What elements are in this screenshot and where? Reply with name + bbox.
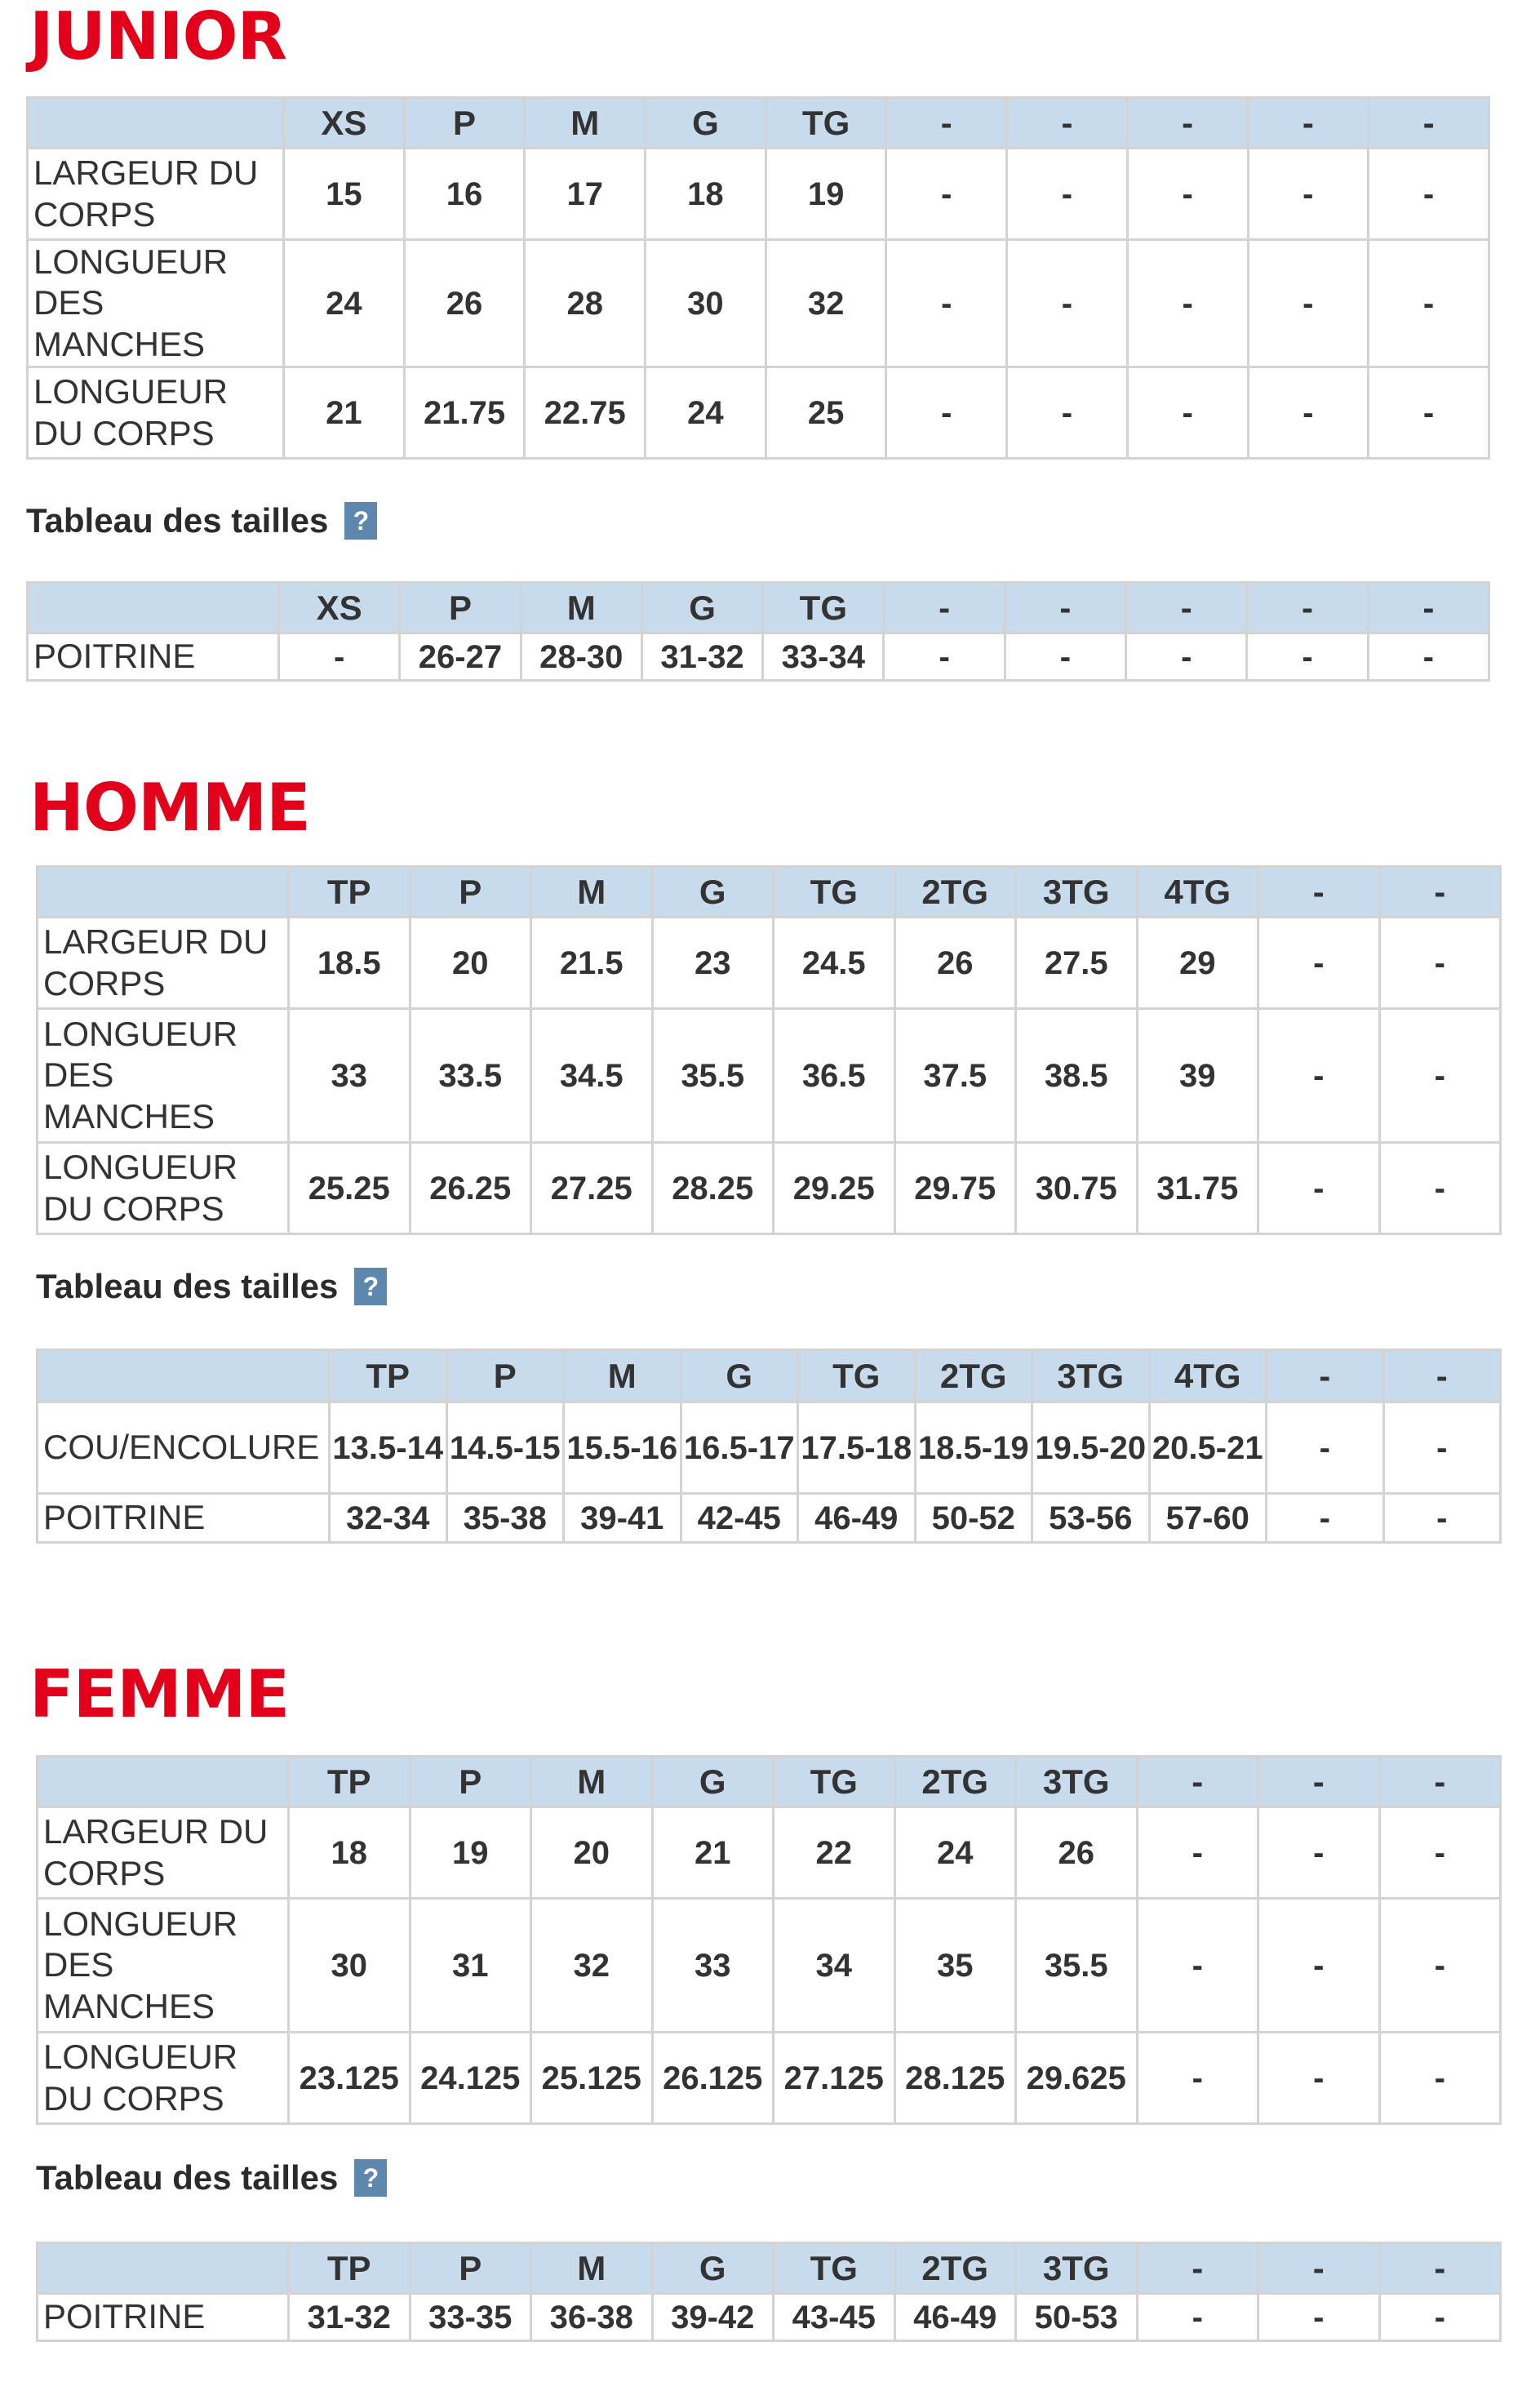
table-cell: - bbox=[1379, 918, 1501, 1009]
size-header: - bbox=[1258, 867, 1380, 918]
size-header: 4TG bbox=[1149, 1350, 1267, 1402]
table-cell: 24.5 bbox=[774, 918, 895, 1009]
table-cell: 19.5-20 bbox=[1032, 1402, 1150, 1494]
size-header: - bbox=[1127, 98, 1248, 149]
table-cell: 21.75 bbox=[404, 367, 525, 459]
table-cell: - bbox=[1258, 2033, 1380, 2124]
size-header: P bbox=[410, 867, 531, 918]
table-cell: 24 bbox=[646, 367, 766, 459]
size-header: M bbox=[531, 1757, 653, 1807]
table-row bbox=[28, 240, 1489, 367]
size-header: - bbox=[886, 98, 1007, 149]
size-header: G bbox=[641, 583, 762, 633]
table-row bbox=[38, 1899, 1501, 2033]
size-table-homme bbox=[36, 1349, 1502, 1544]
table-cell: 21.5 bbox=[531, 918, 653, 1009]
table-cell: 26.125 bbox=[652, 2033, 774, 2124]
size-header: - bbox=[1137, 1757, 1258, 1807]
section-title-femme: FEMME bbox=[29, 1656, 290, 1732]
table-cell: 17 bbox=[525, 149, 646, 240]
section-title-homme: HOMME bbox=[29, 770, 310, 846]
size-header: G bbox=[646, 98, 766, 149]
row-label: COU/ENCOLURE bbox=[38, 1402, 330, 1494]
table-cell: 31.75 bbox=[1137, 1143, 1258, 1234]
table-cell: 20 bbox=[531, 1807, 653, 1899]
row-label: LARGEUR DU CORPS bbox=[38, 918, 289, 1009]
size-header: M bbox=[525, 98, 646, 149]
table-cell: 43-45 bbox=[774, 2294, 895, 2341]
table-row bbox=[28, 149, 1489, 240]
table-row bbox=[38, 2294, 1501, 2341]
row-label: POITRINE bbox=[28, 633, 279, 681]
table-cell: 33-34 bbox=[763, 633, 884, 681]
size-header: - bbox=[1248, 98, 1369, 149]
table-cell: 16.5-17 bbox=[681, 1402, 798, 1494]
size-header: 2TG bbox=[915, 1350, 1032, 1402]
size-header: 3TG bbox=[1032, 1350, 1150, 1402]
size-header: P bbox=[404, 98, 525, 149]
table-cell: - bbox=[1137, 1807, 1258, 1899]
table-cell: - bbox=[1379, 1143, 1501, 1234]
header-corner bbox=[28, 98, 284, 149]
table-cell: 27.5 bbox=[1016, 918, 1138, 1009]
size-header: - bbox=[1137, 2243, 1258, 2294]
table-cell: 19 bbox=[766, 149, 886, 240]
table-row bbox=[38, 1143, 1501, 1234]
size-header: G bbox=[681, 1350, 798, 1402]
size-header: G bbox=[652, 867, 774, 918]
size-header: 2TG bbox=[894, 1757, 1016, 1807]
row-label: POITRINE bbox=[38, 1494, 330, 1543]
table-cell: - bbox=[1248, 367, 1369, 459]
table-cell: 15 bbox=[284, 149, 405, 240]
table-cell: 28-30 bbox=[521, 633, 641, 681]
size-header: XS bbox=[284, 98, 405, 149]
size-header: TG bbox=[763, 583, 884, 633]
table-cell: 39-42 bbox=[652, 2294, 774, 2341]
size-header: - bbox=[1258, 2243, 1380, 2294]
row-label: LONGUEUR DES MANCHES bbox=[38, 1009, 289, 1143]
header-corner bbox=[38, 867, 289, 918]
size-chart-label: Tableau des tailles bbox=[36, 2158, 339, 2197]
table-row bbox=[38, 1009, 1501, 1143]
table-cell: 37.5 bbox=[894, 1009, 1016, 1143]
header-corner bbox=[38, 2243, 289, 2294]
table-cell: - bbox=[1369, 367, 1489, 459]
table-cell: - bbox=[1137, 1899, 1258, 2033]
size-chart-heading-femme bbox=[36, 2158, 387, 2198]
size-header: 3TG bbox=[1016, 867, 1138, 918]
table-cell: 34.5 bbox=[531, 1009, 653, 1143]
table-cell: - bbox=[1383, 1494, 1501, 1543]
size-header: TG bbox=[774, 2243, 895, 2294]
table-cell: - bbox=[886, 367, 1007, 459]
table-cell: 31-32 bbox=[289, 2294, 411, 2341]
size-header: G bbox=[652, 1757, 774, 1807]
table-cell: - bbox=[884, 633, 1005, 681]
table-cell: 29.25 bbox=[774, 1143, 895, 1234]
table-cell: - bbox=[1368, 633, 1489, 681]
size-header: M bbox=[531, 867, 653, 918]
table-cell: 17.5-18 bbox=[798, 1402, 916, 1494]
table-cell: - bbox=[1379, 1009, 1501, 1143]
size-header: - bbox=[1379, 2243, 1501, 2294]
size-header: - bbox=[1369, 98, 1489, 149]
table-cell: 29 bbox=[1137, 918, 1258, 1009]
size-header: M bbox=[564, 1350, 681, 1402]
table-cell: 26 bbox=[894, 918, 1016, 1009]
table-cell: 34 bbox=[774, 1899, 895, 2033]
table-row bbox=[38, 1807, 1501, 1899]
table-cell: 35.5 bbox=[652, 1009, 774, 1143]
table-cell: 28.25 bbox=[652, 1143, 774, 1234]
size-header: P bbox=[400, 583, 521, 633]
size-chart-heading-homme bbox=[36, 1267, 387, 1306]
table-cell: 18 bbox=[289, 1807, 411, 1899]
measurements-table-femme bbox=[36, 1755, 1502, 2125]
table-cell: - bbox=[1137, 2294, 1258, 2341]
table-cell: 32 bbox=[531, 1899, 653, 2033]
table-cell: - bbox=[1247, 633, 1368, 681]
table-row bbox=[38, 2033, 1501, 2124]
table-cell: - bbox=[1248, 149, 1369, 240]
row-label: LONGUEUR DES MANCHES bbox=[38, 1899, 289, 2033]
table-cell: - bbox=[1126, 633, 1247, 681]
table-cell: 57-60 bbox=[1149, 1494, 1267, 1543]
table-cell: 29.625 bbox=[1016, 2033, 1138, 2124]
table-cell: 30 bbox=[289, 1899, 411, 2033]
size-header: - bbox=[1379, 867, 1501, 918]
table-cell: 33 bbox=[289, 1009, 411, 1143]
table-cell: - bbox=[1007, 149, 1128, 240]
size-header: P bbox=[410, 1757, 531, 1807]
table-cell: 26 bbox=[404, 240, 525, 367]
table-cell: 39 bbox=[1137, 1009, 1258, 1143]
table-cell: 53-56 bbox=[1032, 1494, 1150, 1543]
table-cell: 13.5-14 bbox=[330, 1402, 447, 1494]
table-cell: 50-52 bbox=[915, 1494, 1032, 1543]
size-header: TG bbox=[798, 1350, 916, 1402]
table-cell: 16 bbox=[404, 149, 525, 240]
table-cell: 33.5 bbox=[410, 1009, 531, 1143]
table-cell: - bbox=[1258, 1899, 1380, 2033]
table-cell: - bbox=[1379, 1807, 1501, 1899]
table-cell: 28.125 bbox=[894, 2033, 1016, 2124]
table-cell: - bbox=[1379, 1899, 1501, 2033]
question-mark-icon[interactable]: ? bbox=[344, 502, 377, 540]
table-cell: 26-27 bbox=[400, 633, 521, 681]
size-header: TG bbox=[766, 98, 886, 149]
size-table-femme bbox=[36, 2242, 1502, 2342]
row-label: LONGUEUR DES MANCHES bbox=[28, 240, 284, 367]
size-header: P bbox=[410, 2243, 531, 2294]
table-cell: - bbox=[1383, 1402, 1501, 1494]
size-table-junior bbox=[26, 581, 1490, 682]
table-cell: 14.5-15 bbox=[446, 1402, 564, 1494]
table-cell: 18 bbox=[646, 149, 766, 240]
table-cell: - bbox=[1379, 2294, 1501, 2341]
table-cell: 31-32 bbox=[641, 633, 762, 681]
table-cell: 27.25 bbox=[531, 1143, 653, 1234]
table-row bbox=[38, 918, 1501, 1009]
table-cell: 27.125 bbox=[774, 2033, 895, 2124]
question-mark-icon[interactable]: ? bbox=[354, 1268, 387, 1305]
size-header: - bbox=[1383, 1350, 1501, 1402]
size-header: - bbox=[1267, 1350, 1384, 1402]
size-header: - bbox=[884, 583, 1005, 633]
table-cell: - bbox=[1258, 1807, 1380, 1899]
size-header: G bbox=[652, 2243, 774, 2294]
table-cell: 35 bbox=[894, 1899, 1016, 2033]
table-cell: - bbox=[1267, 1402, 1384, 1494]
size-header: TP bbox=[289, 2243, 411, 2294]
measurements-table-junior bbox=[26, 96, 1490, 460]
table-cell: 21 bbox=[284, 367, 405, 459]
table-cell: 46-49 bbox=[894, 2294, 1016, 2341]
size-header: P bbox=[446, 1350, 564, 1402]
row-label: LARGEUR DU CORPS bbox=[28, 149, 284, 240]
table-cell: 36-38 bbox=[531, 2294, 653, 2341]
section-title-junior: JUNIOR bbox=[29, 0, 287, 74]
question-mark-icon[interactable]: ? bbox=[354, 2159, 387, 2197]
table-cell: 35-38 bbox=[446, 1494, 564, 1543]
table-cell: 26 bbox=[1016, 1807, 1138, 1899]
table-cell: 32 bbox=[766, 240, 886, 367]
row-label: POITRINE bbox=[38, 2294, 289, 2341]
table-row bbox=[38, 1494, 1501, 1543]
table-cell: 36.5 bbox=[774, 1009, 895, 1143]
table-cell: 24 bbox=[894, 1807, 1016, 1899]
table-cell: 25 bbox=[766, 367, 886, 459]
table-cell: - bbox=[1267, 1494, 1384, 1543]
table-cell: - bbox=[279, 633, 400, 681]
table-row bbox=[28, 633, 1489, 681]
size-header: - bbox=[1005, 583, 1125, 633]
size-header: TP bbox=[330, 1350, 447, 1402]
table-cell: 28 bbox=[525, 240, 646, 367]
table-cell: 23.125 bbox=[289, 2033, 411, 2124]
table-cell: 35.5 bbox=[1016, 1899, 1138, 2033]
size-header: XS bbox=[279, 583, 400, 633]
header-corner bbox=[38, 1350, 330, 1402]
size-header: TP bbox=[289, 1757, 411, 1807]
table-cell: - bbox=[1258, 918, 1380, 1009]
header-corner bbox=[38, 1757, 289, 1807]
row-label: LONGUEUR DU CORPS bbox=[38, 1143, 289, 1234]
table-cell: 33-35 bbox=[410, 2294, 531, 2341]
size-header: - bbox=[1007, 98, 1128, 149]
size-header: 3TG bbox=[1016, 1757, 1138, 1807]
size-header: - bbox=[1247, 583, 1368, 633]
table-cell: - bbox=[1005, 633, 1125, 681]
table-row bbox=[28, 367, 1489, 459]
table-cell: 30 bbox=[646, 240, 766, 367]
table-row bbox=[38, 1402, 1501, 1494]
table-cell: - bbox=[1379, 2033, 1501, 2124]
table-cell: - bbox=[886, 149, 1007, 240]
table-cell: 31 bbox=[410, 1899, 531, 2033]
table-cell: - bbox=[1127, 240, 1248, 367]
size-header: TG bbox=[774, 1757, 895, 1807]
row-label: LONGUEUR DU CORPS bbox=[28, 367, 284, 459]
table-cell: - bbox=[1258, 1009, 1380, 1143]
table-cell: 18.5 bbox=[289, 918, 411, 1009]
table-cell: 29.75 bbox=[894, 1143, 1016, 1234]
table-cell: 32-34 bbox=[330, 1494, 447, 1543]
table-cell: 24.125 bbox=[410, 2033, 531, 2124]
table-cell: 39-41 bbox=[564, 1494, 681, 1543]
table-cell: - bbox=[1248, 240, 1369, 367]
table-cell: 23 bbox=[652, 918, 774, 1009]
size-header: - bbox=[1368, 583, 1489, 633]
size-header: - bbox=[1126, 583, 1247, 633]
table-cell: - bbox=[1369, 149, 1489, 240]
table-cell: - bbox=[1258, 2294, 1380, 2341]
table-cell: 30.75 bbox=[1016, 1143, 1138, 1234]
table-cell: 22.75 bbox=[525, 367, 646, 459]
table-cell: 25.125 bbox=[531, 2033, 653, 2124]
size-header: 2TG bbox=[894, 867, 1016, 918]
table-cell: 20 bbox=[410, 918, 531, 1009]
row-label: LONGUEUR DU CORPS bbox=[38, 2033, 289, 2124]
size-chart-label: Tableau des tailles bbox=[26, 501, 329, 540]
table-cell: 25.25 bbox=[289, 1143, 411, 1234]
table-cell: 21 bbox=[652, 1807, 774, 1899]
table-cell: 19 bbox=[410, 1807, 531, 1899]
table-cell: - bbox=[1007, 240, 1128, 367]
table-cell: 46-49 bbox=[798, 1494, 916, 1543]
size-header: 3TG bbox=[1016, 2243, 1138, 2294]
size-header: TG bbox=[774, 867, 895, 918]
table-cell: - bbox=[886, 240, 1007, 367]
table-cell: 26.25 bbox=[410, 1143, 531, 1234]
size-header: 2TG bbox=[894, 2243, 1016, 2294]
table-cell: 18.5-19 bbox=[915, 1402, 1032, 1494]
size-header: M bbox=[531, 2243, 653, 2294]
table-cell: 38.5 bbox=[1016, 1009, 1138, 1143]
size-chart-label: Tableau des tailles bbox=[36, 1267, 339, 1305]
table-cell: - bbox=[1127, 149, 1248, 240]
header-corner bbox=[28, 583, 279, 633]
table-cell: - bbox=[1127, 367, 1248, 459]
size-header: - bbox=[1258, 1757, 1380, 1807]
row-label: LARGEUR DU CORPS bbox=[38, 1807, 289, 1899]
table-cell: 33 bbox=[652, 1899, 774, 2033]
size-header: TP bbox=[289, 867, 411, 918]
table-cell: 42-45 bbox=[681, 1494, 798, 1543]
size-chart-heading-junior bbox=[26, 501, 377, 540]
table-cell: - bbox=[1137, 2033, 1258, 2124]
table-cell: 20.5-21 bbox=[1149, 1402, 1267, 1494]
table-cell: 15.5-16 bbox=[564, 1402, 681, 1494]
table-cell: 24 bbox=[284, 240, 405, 367]
table-cell: - bbox=[1369, 240, 1489, 367]
table-cell: - bbox=[1258, 1143, 1380, 1234]
size-header: 4TG bbox=[1137, 867, 1258, 918]
size-header: M bbox=[521, 583, 641, 633]
table-cell: - bbox=[1007, 367, 1128, 459]
measurements-table-homme bbox=[36, 865, 1502, 1235]
size-header: - bbox=[1379, 1757, 1501, 1807]
table-cell: 22 bbox=[774, 1807, 895, 1899]
table-cell: 50-53 bbox=[1016, 2294, 1138, 2341]
